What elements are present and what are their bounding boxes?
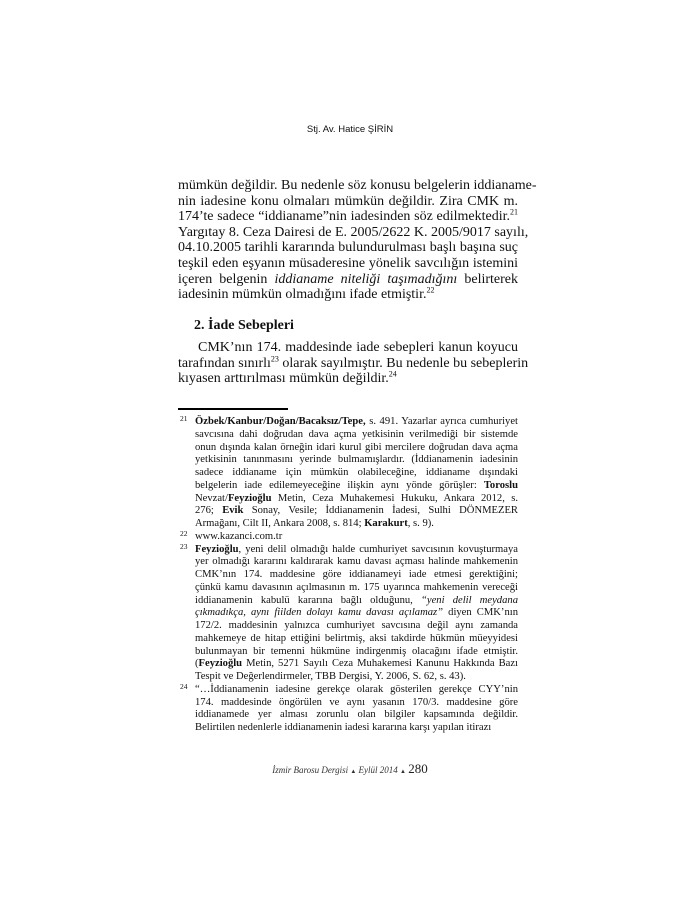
text-line [195,442,518,455]
text-run: iddianamede yer alması zorunlu olan bilgiler kapsamında değildir. [195,709,518,721]
body-paragraph-1 [178,178,537,303]
text-run: diyen CMK’nın [443,607,518,619]
text-line [195,582,518,595]
text-line [195,722,518,735]
text-run: Feyzioğlu [227,492,272,504]
text-line [195,493,518,506]
text-run: çıkmadıkça, aynı fiilden dolayı kamu davası açılamaz” [195,607,444,619]
text-line [195,658,518,671]
text-run: sadece iddianame için mümkün olabileceğine, iddianame dışındaki [195,467,518,478]
text-line [195,671,518,684]
text-line [195,480,518,493]
text-line [195,505,518,518]
text-run: savcısına dahi doğrudan dava açma yetkisinin verilmediği bir sistemde [195,428,518,440]
text-run: iddianame niteliği taşımadığını [274,271,458,287]
footnote-reference: 23 [270,353,279,363]
text-run: mümkün değildir. Bu nedenle söz konusu belgelerin iddianame- [178,178,537,193]
footnote [180,414,518,531]
running-header: Stj. Av. Hatice ŞİRİN [306,124,394,135]
text-line [195,556,518,569]
text-line [195,569,518,582]
text-run: Yargıtay 8. Ceza Dairesi de E. 2005/2622 K. 2005/9017 sayılı, [178,224,529,240]
text-run: 04.10.2005 tarihli kararında bulundurulması başlı başına suç [178,240,518,256]
text-run: CMK’nın 174. maddesinde iade sebepleri kanun koyucu [198,340,518,355]
text-run: iadesinin mümkün olmadığını ifade etmiştir. [178,287,427,303]
text-line [178,340,518,356]
text-run: bulunmayan bir temenni hükmüne indirgenmiş olacağını ifade etmiştir. [195,645,518,657]
separator-icon: ▲ [350,769,357,775]
text-run: çünkü kamu davasının açılmasının m. 175 uyarınca mahkemenin vereceği [195,581,518,593]
page-footer [0,761,700,777]
text-run: olarak sayılmıştır. Bu nedenle bu sebeplerin [278,355,529,371]
text-run: Tespit ve Değerlendirmeler, TBB Dergisi, Y. 2006, S. 62, s. 43). [195,671,466,682]
text-run: Metin, Ceza Muhakemesi Hukuku, Ankara 2012, s. [271,492,518,504]
text-run: belirterek [457,271,518,287]
text-line [178,240,518,256]
text-run: Feyzioğlu [198,658,243,670]
text-line [178,371,518,387]
journal-name: İzmir Barosu Dergisi [272,765,349,775]
text-line [178,224,529,241]
text-line [195,454,518,467]
text-line [178,194,518,210]
text-run: mahkemeye de hitap ettiğini belirtmiş, aksi takdirde hükmün müeyyidesi [195,632,518,644]
text-run: 174. maddesinde öngörülen ve aynı yasanın 170/3. maddesine göre [195,696,518,708]
text-run: Evik [222,505,244,517]
text-line [195,684,518,697]
text-run: ( [195,658,199,670]
text-line [178,272,518,288]
text-run: 276; [195,505,223,517]
text-run: Belirtilen nedenlerle iddianamenin iadesi kararına karşı yapılan itirazı [195,722,492,733]
text-line [178,256,518,272]
text-run: yer olmadığı kararını kaldırarak kamu davası açması halinde mahkemenin [195,556,518,568]
footnote [180,528,518,544]
body-paragraph-2 [178,340,529,387]
text-run: Sonay, Vesile; İddianamenin İadesi, Sulhi DÖNMEZER [243,505,518,517]
text-line [195,429,518,442]
text-line [195,467,518,480]
footnote [180,681,518,735]
text-run: Nevzat/ [195,492,228,504]
text-line [195,416,518,429]
footnote [180,541,518,684]
text-run: Armağanı, Cilt II, Ankara 2008, s. 814; [195,518,365,529]
footnote-reference: 21 [510,207,518,217]
text-run: teşkil eden eşyanın müsaderesine yönelik savcılığın istemini [178,255,518,271]
text-run: , yeni delil olmadığı halde cumhuriyet savcısının kovuşturmaya [238,543,518,555]
text-run: www.kazanci.com.tr [195,530,283,542]
text-run: tarafından sınırlı [178,355,271,371]
text-line [195,544,518,557]
text-line [178,287,518,303]
text-run: Toroslu [483,479,518,491]
text-line [195,709,518,722]
text-run: belgelerin iade edilemeyeceğine ilişkin aynı yönde görüşler: [195,479,484,491]
text-line [178,353,529,372]
footnote-reference: 22 [426,285,435,295]
text-run: “yeni delil meydana [421,594,518,606]
footnote-reference: 24 [388,369,397,379]
footnote-separator [178,408,288,410]
text-line [195,633,518,646]
text-line [195,531,518,544]
text-line [178,209,518,225]
text-run: kıyasen arttırılması mümkün değildir. [178,371,389,387]
text-line [195,620,518,633]
text-run: iddianamenin kabulü kararına bağlı olduğunu, [195,594,421,606]
issue-date: Eylül 2014 [358,765,398,775]
text-run: içeren belgenin [178,271,275,287]
separator-icon: ▲ [400,769,406,775]
text-run: Özbek/Kanbur/Doğan/Bacaksız/Tepe, [195,416,366,427]
text-run: 172/2. maddesinin yalnızca cumhuriyet savcısına değil aynı zamanda [195,620,518,631]
text-run: CMK’nın 174. maddesine göre iddianameyi iade etmesi gerektiğini; [195,569,518,580]
text-run: , s. 9). [407,518,434,529]
text-run: nin iadesine konu olmaları mümkün değildir. Zira CMK m. [178,193,518,209]
text-run: onun dışında kalan örneğin idari kurul gibi mercilere doğrudan dava açma [195,441,518,453]
text-line [178,178,537,194]
footnote-number: 22 [180,528,188,538]
section-heading: 2. İade Sebepleri [194,318,294,333]
text-run: yetkisinin tanınmasını yerinde bulmamışlardır. (İddianamenin iadesinin [195,454,518,466]
footnote-number: 24 [180,681,188,691]
text-line [195,646,518,659]
footnote-number: 23 [180,541,188,551]
text-line [195,595,518,608]
page-number: 280 [408,761,428,776]
text-run: Metin, 5271 Sayılı Ceza Muhakemesi Kanunu Hakkında Bazı [242,658,518,670]
text-run: s. 491. Yazarlar ayrıca cumhuriyet [365,416,518,427]
footnote-number: 21 [180,414,188,423]
text-run: 174’te sadece “iddianame”nin iadesinden söz edilmektedir. [178,209,510,225]
text-run: “…İddianamenin iadesine gerekçe olarak gösterilen gerekçe CYY’nin [195,683,518,695]
text-line [195,607,518,620]
text-line [195,518,518,531]
text-run: Feyzioğlu [195,543,239,555]
text-run: Karakurt [364,518,408,529]
text-line [195,697,518,710]
